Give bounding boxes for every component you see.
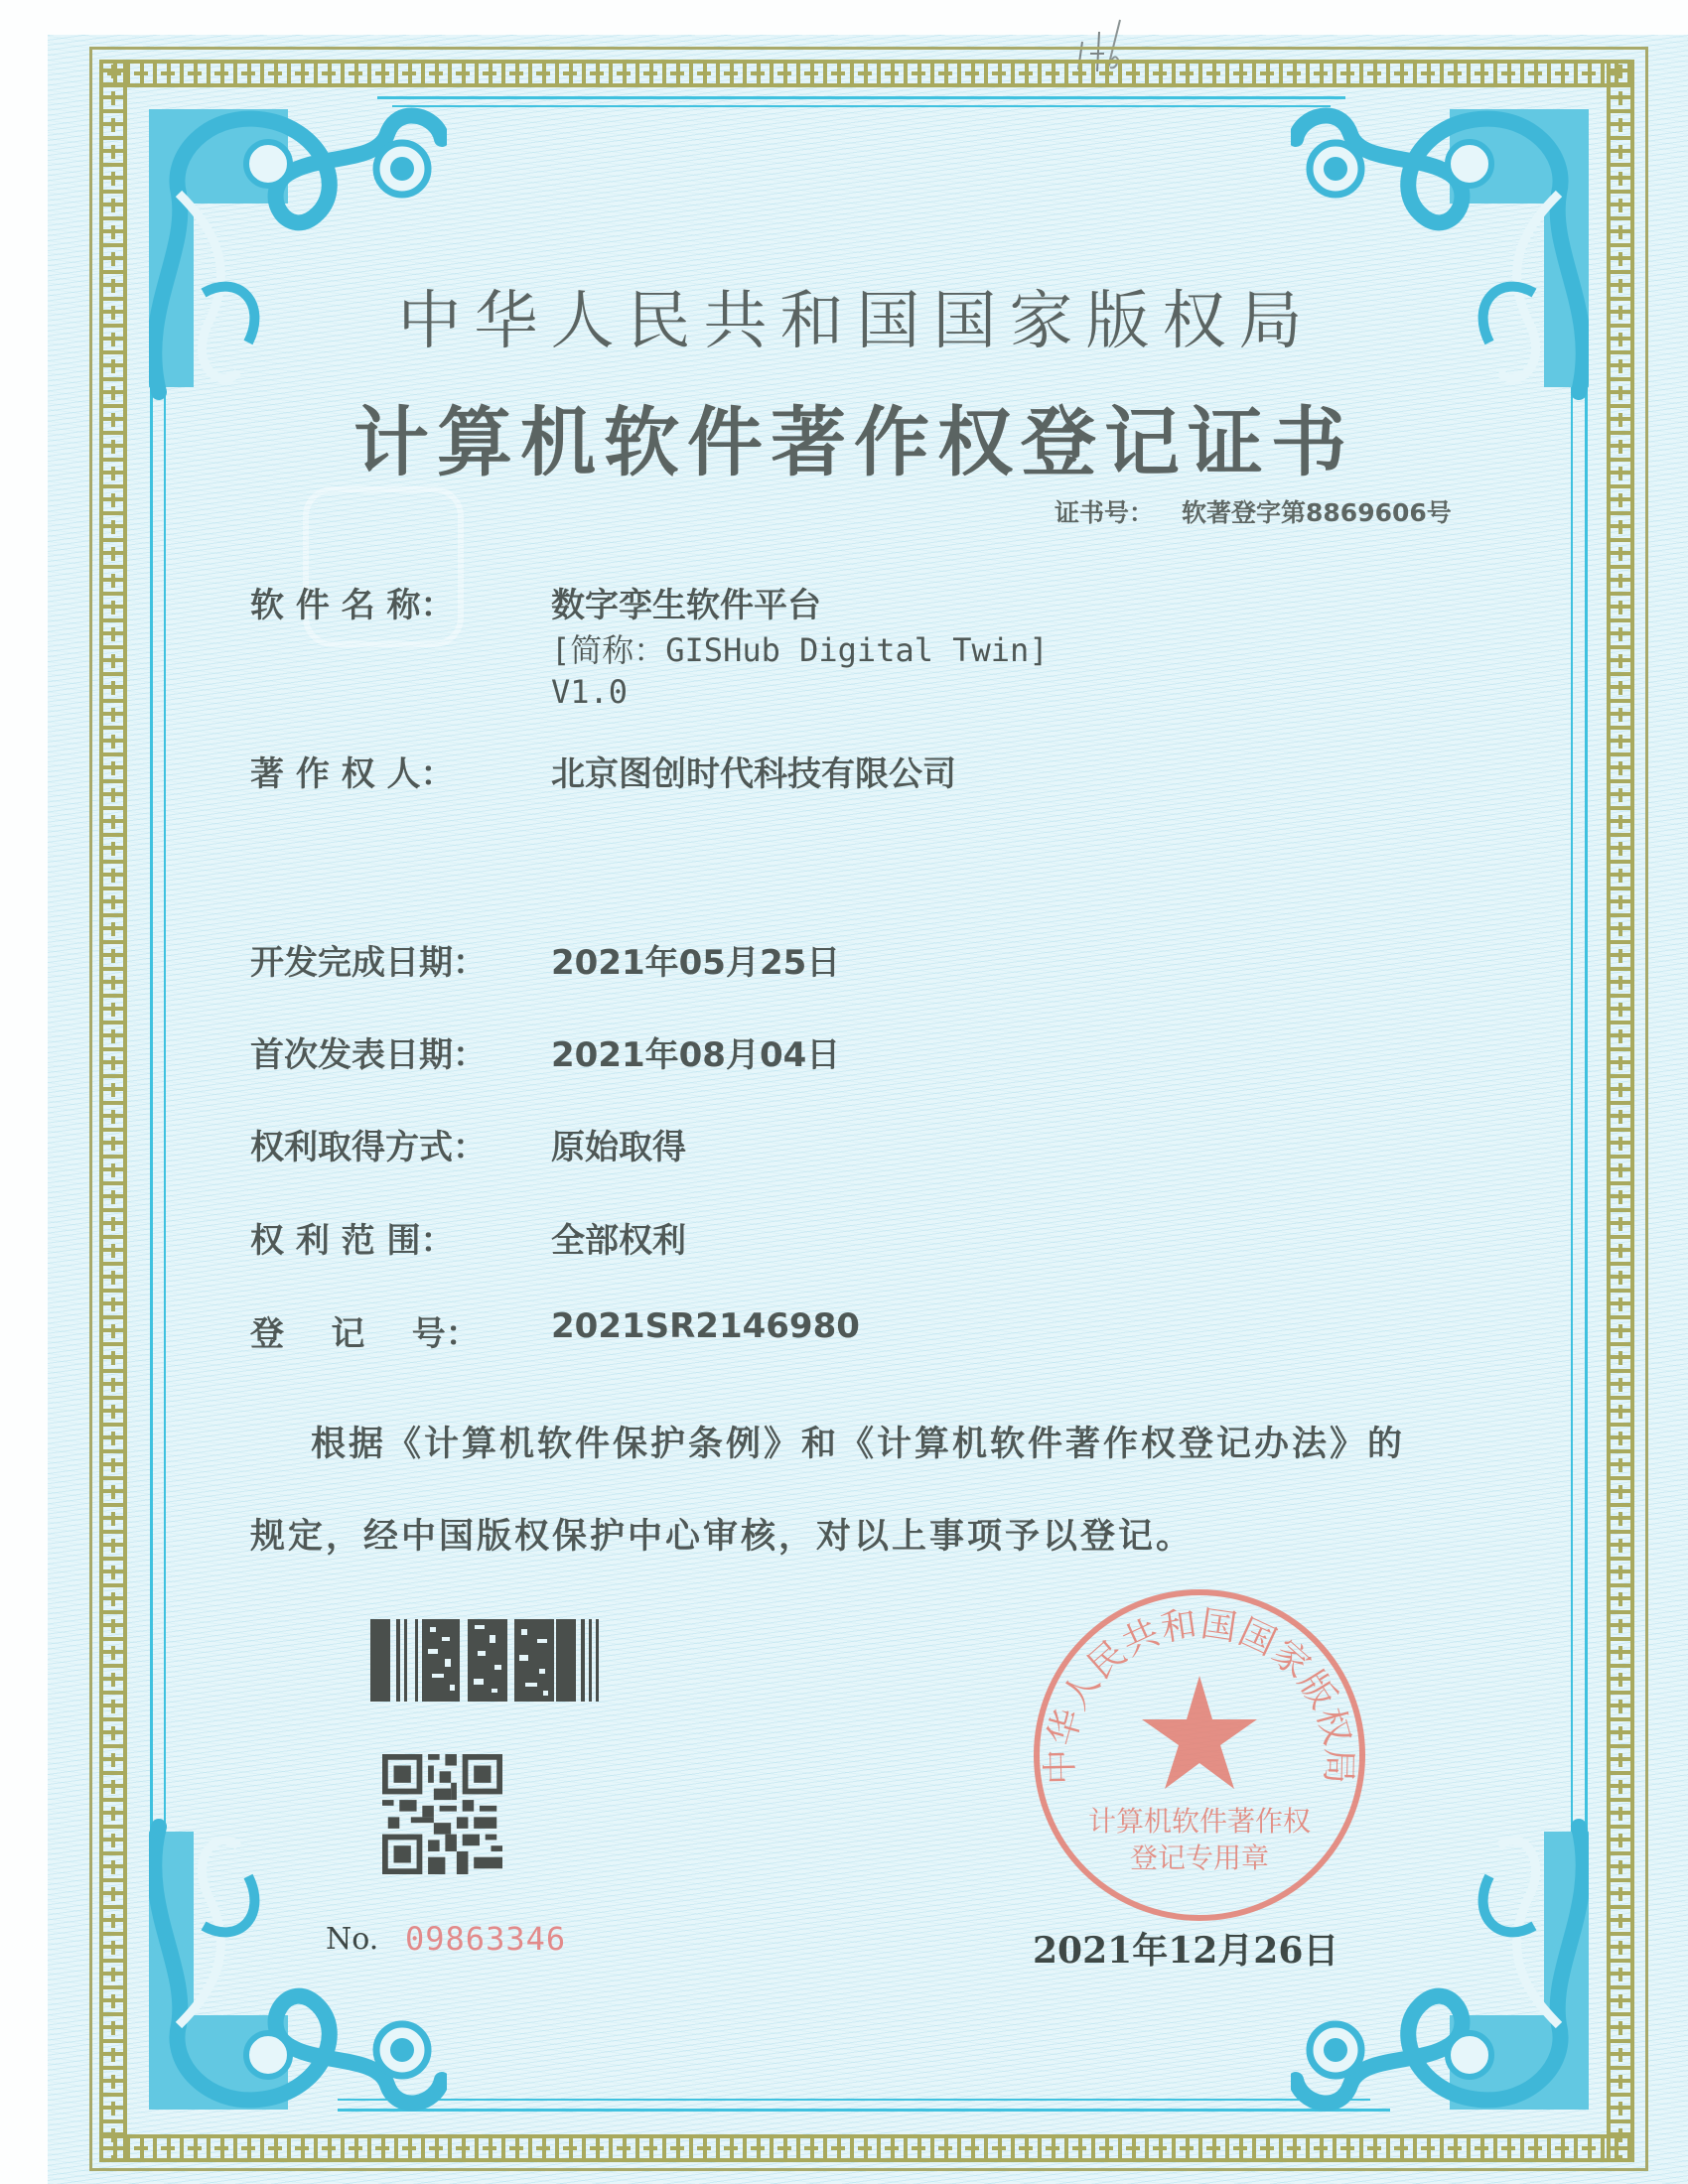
seal-outer-text: 中华人民共和国国家版权局 [1040, 1603, 1359, 1786]
field-development-completion-date [250, 935, 841, 984]
field-first-publication-date [250, 1027, 841, 1076]
qr-code-icon [382, 1754, 502, 1874]
greek-key-border-bottom [99, 2134, 1634, 2162]
rights-acquisition-value: 原始取得 [551, 1128, 686, 1167]
pdf417-barcode-icon [370, 1619, 605, 1702]
certificate-title: 计算机软件著作权登记证书 [353, 398, 1354, 486]
serial-label: No. [326, 1922, 379, 1957]
seal-inner-line-1: 计算机软件著作权 [1087, 1805, 1312, 1838]
greek-key-border-right [1607, 60, 1634, 2162]
software-short-name: [简称：GISHub Digital Twin] [551, 631, 1049, 669]
statement-line-2: 规定，经中国版权保护中心审核，对以上事项予以登记。 [250, 1517, 1195, 1557]
certificate-number [1055, 493, 1452, 529]
rights-scope-value: 全部权利 [551, 1221, 686, 1261]
field-label: 权利取得方式： [250, 1128, 487, 1167]
serial-number: 09863346 [405, 1920, 567, 1958]
development-date-value: 2021年05月25日 [551, 943, 841, 983]
inner-frame-right-thin [1571, 342, 1573, 1861]
field-software-name [250, 578, 1049, 711]
field-label: 开发完成日期： [250, 943, 487, 983]
field-label: 首次发表日期： [250, 1035, 487, 1075]
inner-frame-right [1585, 328, 1588, 1876]
first-publication-date-value: 2021年08月04日 [551, 1035, 841, 1075]
certificate-number-label: 证书号： [1055, 498, 1155, 527]
registration-number-value: 2021SR2146980 [551, 1306, 860, 1346]
inner-frame-top [377, 96, 1345, 99]
greek-key-border-left [99, 60, 127, 2162]
field-copyright-owner [250, 747, 956, 795]
certificate-number-value: 软著登字第8869606号 [1182, 498, 1452, 527]
inner-frame-bottom [338, 2109, 1390, 2112]
issue-date: 2021年12月26日 [1033, 1930, 1339, 1972]
inner-frame-bottom-thin [338, 2099, 1370, 2101]
greek-key-border-top [99, 60, 1634, 87]
inner-frame-left-thin [164, 342, 166, 1861]
seal-inner-line-2: 登记专用章 [1129, 1842, 1270, 1874]
field-label: 权 利 范 围： [250, 1221, 455, 1261]
inner-frame-top-thin [392, 105, 1331, 107]
star-icon [1142, 1676, 1257, 1789]
field-label: 软 件 名 称： [250, 586, 455, 625]
field-label: 登 记 号： [250, 1314, 480, 1354]
software-version: V1.0 [551, 673, 629, 711]
issuer-heading: 中华人民共和国国家版权局 [397, 285, 1316, 358]
field-rights-scope [250, 1213, 686, 1262]
inner-frame-left [150, 328, 153, 1876]
copyright-owner-value: 北京图创时代科技有限公司 [551, 754, 956, 794]
field-rights-acquisition-method [250, 1120, 686, 1168]
field-registration-number [250, 1306, 860, 1355]
statement-line-1: 根据《计算机软件保护条例》和《计算机软件著作权登记办法》的 [311, 1425, 1406, 1464]
software-name-value: 数字孪生软件平台 [551, 586, 821, 625]
official-seal-icon [1029, 1584, 1370, 1926]
field-label: 著 作 权 人： [250, 754, 455, 794]
